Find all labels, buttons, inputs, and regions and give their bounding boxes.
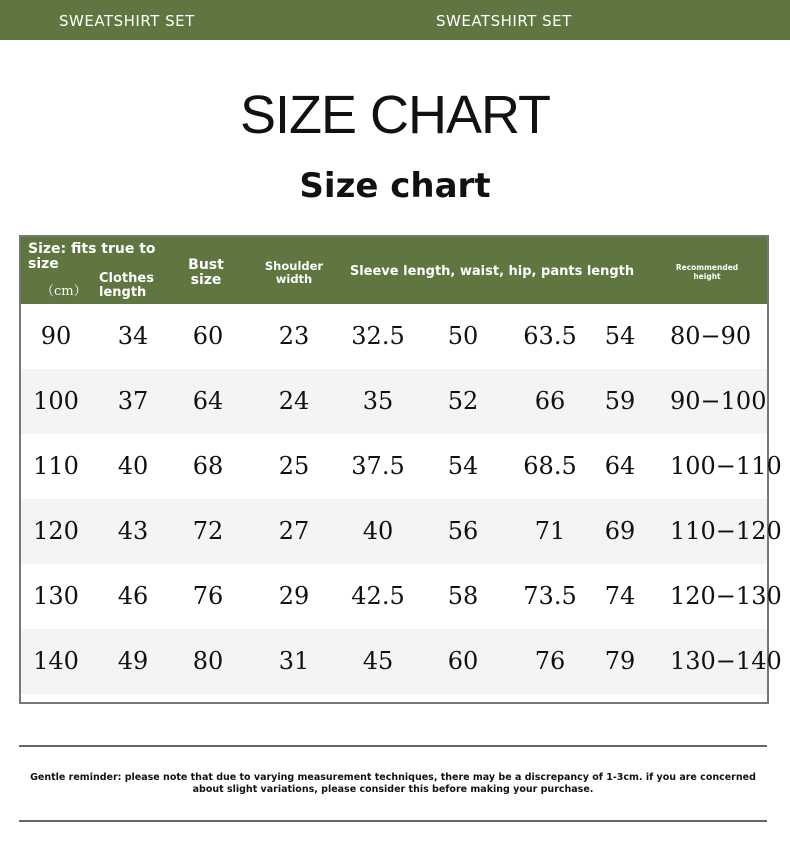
table-cell: 29 — [278, 582, 310, 610]
banner-label-right: SWEATSHIRT SET — [436, 12, 572, 30]
table-cell: 66 — [534, 387, 566, 415]
table-cell: 130 — [33, 582, 79, 610]
table-cell: 24 — [278, 387, 310, 415]
table-cell: 58 — [447, 582, 479, 610]
table-cell: 45 — [362, 647, 394, 675]
table-row — [21, 564, 782, 629]
table-cell: 71 — [534, 517, 566, 545]
divider-top — [19, 745, 767, 747]
table-cell: 46 — [117, 582, 149, 610]
table-cell: 100−110 — [670, 452, 782, 480]
table-cell: 27 — [278, 517, 310, 545]
header-sleeve-waist-hip-pants: Sleeve length, waist, hip, pants length — [349, 264, 635, 279]
table-cell: 50 — [447, 322, 479, 350]
table-cell: 120 — [33, 517, 79, 545]
table-cell: 63.5 — [523, 322, 577, 350]
table-cell: 56 — [447, 517, 479, 545]
table-cell: 60 — [192, 322, 224, 350]
table-row — [21, 304, 767, 369]
table-cell: 76 — [192, 582, 224, 610]
table-cell: 90 — [40, 322, 72, 350]
table-cell: 110−120 — [670, 517, 782, 545]
divider-bottom — [19, 820, 767, 822]
table-cell: 52 — [447, 387, 479, 415]
table-cell: 130−140 — [670, 647, 782, 675]
table-row — [21, 369, 767, 434]
table-cell: 49 — [117, 647, 149, 675]
page-subtitle: Size chart — [299, 166, 491, 206]
table-cell: 32.5 — [351, 322, 405, 350]
table-cell: 37 — [117, 387, 149, 415]
table-row — [21, 499, 782, 564]
table-cell: 23 — [278, 322, 310, 350]
table-cell: 35 — [362, 387, 394, 415]
table-cell: 54 — [447, 452, 479, 480]
table-cell: 25 — [278, 452, 310, 480]
table-cell: 90−100 — [670, 387, 767, 415]
header-clothes-length: Clothes length — [99, 271, 154, 300]
header-recommended-height: Recommended height — [675, 263, 739, 281]
size-table — [19, 235, 782, 704]
table-header — [21, 237, 767, 304]
header-shoulder-width: Shoulder width — [264, 259, 324, 286]
page-title: SIZE CHART — [239, 85, 551, 145]
gentle-reminder: Gentle reminder: please note that due to varying measurement techniques, there may be a discrepancy of 1-3cm. if you are concerned about slight variations, please consider this before making your purchase. — [30, 772, 756, 795]
table-row — [21, 629, 782, 694]
table-cell: 34 — [117, 322, 149, 350]
table-cell: 110 — [33, 452, 79, 480]
table-cell: 140 — [33, 647, 79, 675]
table-cell: 69 — [604, 517, 636, 545]
table-cell: 120−130 — [670, 582, 782, 610]
table-cell: 59 — [604, 387, 636, 415]
table-cell: 37.5 — [351, 452, 405, 480]
table-cell: 64 — [604, 452, 636, 480]
table-cell: 76 — [534, 647, 566, 675]
table-cell: 64 — [192, 387, 224, 415]
table-cell: 31 — [278, 647, 310, 675]
table-cell: 68 — [192, 452, 224, 480]
table-row — [21, 434, 782, 499]
table-cell: 42.5 — [351, 582, 405, 610]
table-cell: 80−90 — [670, 322, 752, 350]
table-cell: 60 — [447, 647, 479, 675]
header-size: Size: fits true to size — [28, 241, 156, 272]
header-unit: （cm） — [41, 284, 87, 299]
table-cell: 73.5 — [523, 582, 577, 610]
header-bust-size: Bust size — [188, 257, 224, 288]
table-cell: 68.5 — [523, 452, 577, 480]
banner-label-left: SWEATSHIRT SET — [59, 12, 195, 30]
table-cell: 100 — [33, 387, 79, 415]
table-cell: 54 — [604, 322, 636, 350]
table-cell: 80 — [192, 647, 224, 675]
table-cell: 43 — [117, 517, 149, 545]
table-cell: 40 — [362, 517, 394, 545]
table-cell: 79 — [604, 647, 636, 675]
table-cell: 72 — [192, 517, 224, 545]
table-cell: 74 — [604, 582, 636, 610]
top-banner — [0, 0, 790, 40]
table-cell: 40 — [117, 452, 149, 480]
